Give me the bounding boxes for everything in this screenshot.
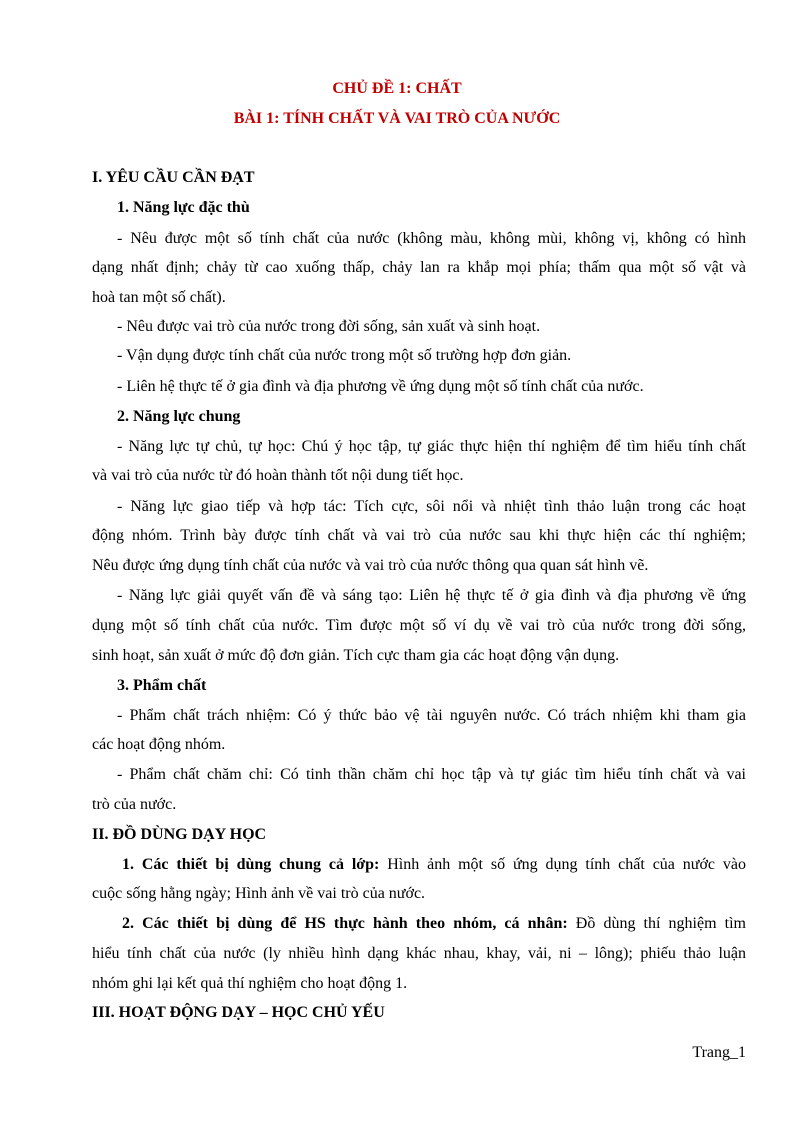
section-heading-1: I. YÊU CẦU CẦN ĐẠT bbox=[92, 169, 255, 186]
paragraph-line: - Năng lực giải quyết vấn đề và sáng tạo: Liên hệ thực tế ở gia đình và địa phương về ứng bbox=[117, 587, 746, 604]
paragraph-line: cuộc sống hằng ngày; Hình ảnh về vai trò của nước. bbox=[92, 885, 426, 902]
page-number: Trang_1 bbox=[692, 1044, 746, 1061]
subheading-specific-competence: 1. Năng lực đặc thù bbox=[117, 199, 250, 216]
equipment-label-group: 2. Các thiết bị dùng để HS thực hành theo nhóm, cá nhân: bbox=[122, 915, 568, 932]
section-heading-3: III. HOẠT ĐỘNG DẠY – HỌC CHỦ YẾU bbox=[92, 1004, 385, 1021]
topic-title: CHỦ ĐỀ 1: CHẤT bbox=[332, 80, 462, 97]
paragraph-line: dạng nhất định; chảy từ cao xuống thấp, chảy lan ra khắp mọi phía; thấm qua một số vật và bbox=[92, 259, 746, 276]
paragraph-line: hiểu tính chất của nước (ly nhiều hình dạng khác nhau, khay, vải, ni – lông); phiếu thảo luận bbox=[92, 945, 746, 962]
lesson-title: BÀI 1: TÍNH CHẤT VÀ VAI TRÒ CỦA NƯỚC bbox=[233, 110, 561, 127]
subheading-general-competence: 2. Năng lực chung bbox=[117, 408, 241, 425]
subheading-qualities: 3. Phẩm chất bbox=[117, 677, 207, 694]
paragraph-line: - Nêu được vai trò của nước trong đời sống, sản xuất và sinh hoạt. bbox=[117, 318, 541, 335]
paragraph-line bbox=[122, 855, 746, 875]
paragraph-line: - Vận dụng được tính chất của nước trong một số trường hợp đơn giản. bbox=[117, 347, 572, 364]
paragraph-line bbox=[122, 914, 746, 934]
paragraph-line: và vai trò của nước từ đó hoàn thành tốt nội dung tiết học. bbox=[92, 467, 464, 484]
paragraph-line: nhóm ghi lại kết quả thí nghiệm cho hoạt động 1. bbox=[92, 975, 408, 992]
paragraph-line: dụng một số tính chất của nước. Tìm được một số ví dụ về vai trò của nước trong đời sống, bbox=[92, 617, 746, 634]
section-heading-2: II. ĐỒ DÙNG DẠY HỌC bbox=[92, 826, 267, 843]
paragraph-line: - Nêu được một số tính chất của nước (không màu, không mùi, không vị, không có hình bbox=[117, 230, 746, 247]
paragraph-line: - Phẩm chất chăm chỉ: Có tinh thần chăm chỉ học tập và tự giác tìm hiểu tính chất và vai bbox=[117, 766, 746, 783]
equipment-text-group: Đồ dùng thí nghiệm tìm bbox=[567, 915, 746, 932]
equipment-label-class: 1. Các thiết bị dùng chung cả lớp: bbox=[122, 856, 380, 873]
paragraph-line: hoà tan một số chất). bbox=[92, 289, 226, 306]
paragraph-line: các hoạt động nhóm. bbox=[92, 736, 226, 753]
paragraph-line: - Năng lực tự chủ, tự học: Chú ý học tập, tự giác thực hiện thí nghiệm để tìm hiểu tính chất bbox=[117, 438, 746, 455]
paragraph-line: động nhóm. Trình bày được tính chất và vai trò của nước sau khi thực hiện các thí nghiệm; bbox=[92, 527, 746, 544]
paragraph-line: sinh hoạt, sản xuất ở mức độ đơn giản. Tích cực tham gia các hoạt động vận dụng. bbox=[92, 647, 620, 664]
paragraph-line: trò của nước. bbox=[92, 796, 177, 813]
paragraph-line: - Phẩm chất trách nhiệm: Có ý thức bảo vệ tài nguyên nước. Có trách nhiệm khi tham gia bbox=[117, 707, 746, 724]
paragraph-line: - Năng lực giao tiếp và hợp tác: Tích cực, sôi nổi và nhiệt tình thảo luận trong các hoạt bbox=[117, 498, 746, 515]
paragraph-line: Nêu được ứng dụng tính chất của nước và vai trò của nước thông qua quan sát hình vẽ. bbox=[92, 557, 649, 574]
equipment-text-class: Hình ảnh một số ứng dụng tính chất của nước vào bbox=[379, 856, 746, 873]
paragraph-line: - Liên hệ thực tế ở gia đình và địa phương về ứng dụng một số tính chất của nước. bbox=[117, 378, 644, 395]
